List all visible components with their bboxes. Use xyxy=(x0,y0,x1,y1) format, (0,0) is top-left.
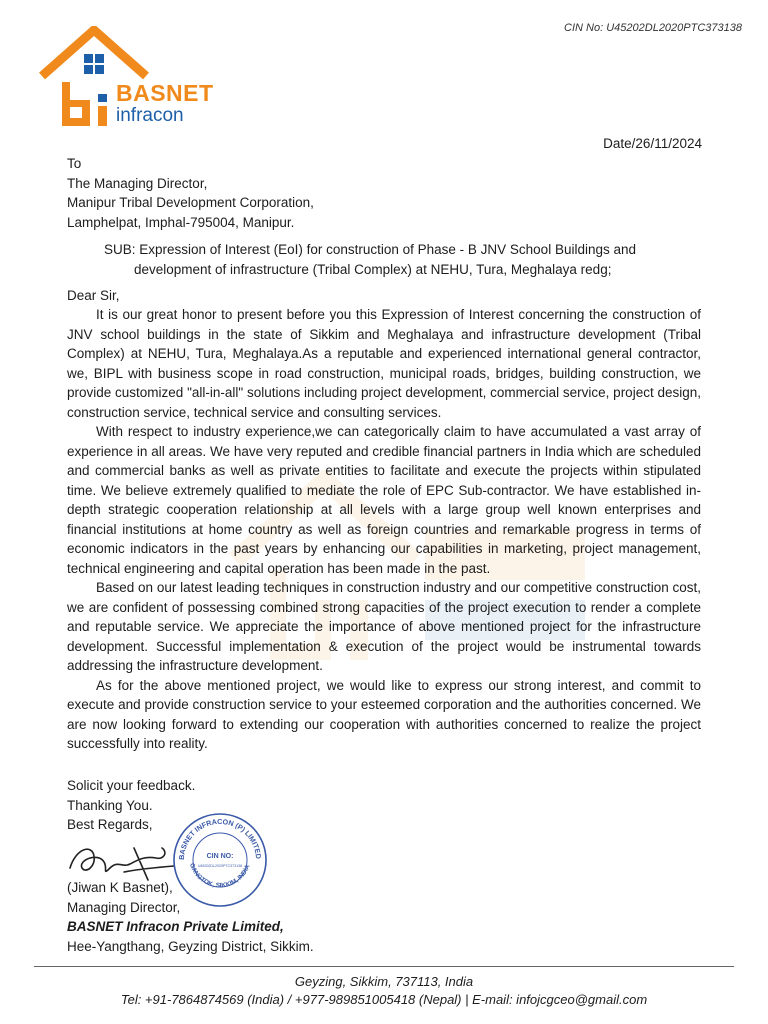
to-label: To xyxy=(67,156,82,171)
recipient-location: Lamphelpat, Imphal-795004, Manipur. xyxy=(67,214,295,230)
recipient-title: The Managing Director, xyxy=(67,175,208,191)
seal-ring-text: BASNET INFRACON (P) LIMITED xyxy=(176,816,264,861)
seal-bottom-text: GANGTOK, SIKKIM, INDIA xyxy=(187,862,252,890)
footer-contact: Tel: +91-7864874569 (India) / +977-989851005418 (Nepal) | E-mail: infojcgceo@gmail.com xyxy=(120,992,648,1007)
closing-line: Thanking You. xyxy=(67,797,153,813)
brand-name: BASNET xyxy=(116,80,214,106)
signer-title: Managing Director, xyxy=(67,899,181,915)
signer-block xyxy=(67,878,314,956)
salutation: Dear Sir, xyxy=(67,288,120,303)
footer-address: Geyzing, Sikkim, 737113, India xyxy=(294,974,474,989)
seal-label: CIN NO: xyxy=(206,853,234,860)
footer xyxy=(0,973,768,1009)
seal-number: U45202DL2020PTC373138 xyxy=(197,864,243,868)
body-paragraph: It is our great honor to present before you this Expression of Interest concerning the construction of JNV school buildings in the state of Sikkim and Meghalaya and infrastructure development (Tribal Complex) at NEHU, Tura, Meghalaya.As a reputable and experienced international general contractor, we, BIPL with business scope in road construction, municipal roads, bridges, building construction, we provide customized "all-in-all" solutions including project development, commercial service, project design, construction service, technical service and consulting services. xyxy=(67,307,701,420)
brand-subname: infracon xyxy=(116,105,184,126)
body-paragraph: As for the above mentioned project, we would like to express our strong interest, and commit to execute and provide construction service to your esteemed corporation and the authorities concerned. We are now looking forward to extending our cooperation with authorities concerned to realize the project successfully into reality. xyxy=(67,677,701,751)
body-paragraph: With respect to industry experience,we can categorically claim to have accumulated a vast array of experience in all areas. We have very reputed and credible financial partners in India which are scheduled and commercial banks as well as private entities to facilitate and execute the projects within stipulated time. We believe extremely qualified to mediate the role of EPC Sub-contractor. We have established in-depth strategic cooperation relationship at all levels with a large group well known enterprises and financial institutions at home country as well as foreign countries and remarkable progress in terms of economic indicators in the past years by enhancing our capabilities in marketing, project management, technical engineering and capital operation has been made in the past. xyxy=(67,424,701,576)
subject xyxy=(104,240,704,279)
letter-body xyxy=(67,305,701,754)
recipient-address xyxy=(67,154,314,232)
signer-company: BASNET Infracon Private Limited, xyxy=(67,919,284,934)
signer-address: Hee-Yangthang, Geyzing District, Sikkim. xyxy=(67,938,314,954)
subject-line: development of infrastructure (Tribal Complex) at NEHU, Tura, Meghalaya redg; xyxy=(134,261,612,277)
cin-number-header: CIN No: U45202DL2020PTC373138 xyxy=(564,22,742,34)
closing-line: Best Regards, xyxy=(67,817,153,832)
signer-name: (Jiwan K Basnet), xyxy=(67,880,173,895)
footer-divider xyxy=(34,966,734,967)
closing-line: Solicit your feedback. xyxy=(67,778,196,793)
letter-date: Date/26/11/2024 xyxy=(603,136,702,151)
subject-line: SUB: Expression of Interest (EoI) for construction of Phase - B JNV School Buildings and xyxy=(104,242,637,257)
recipient-org: Manipur Tribal Development Corporation, xyxy=(67,195,314,210)
body-paragraph: Based on our latest leading techniques in construction industry and our competitive construction cost, we are confident of possessing combined strong capacities of the project execution to render a complete and reputable service. We appreciate the importance of above mentioned project for the infrastructure development. Successful implementation & execution of the project would be instrumental towards addressing the infrastructure development. xyxy=(67,580,701,673)
